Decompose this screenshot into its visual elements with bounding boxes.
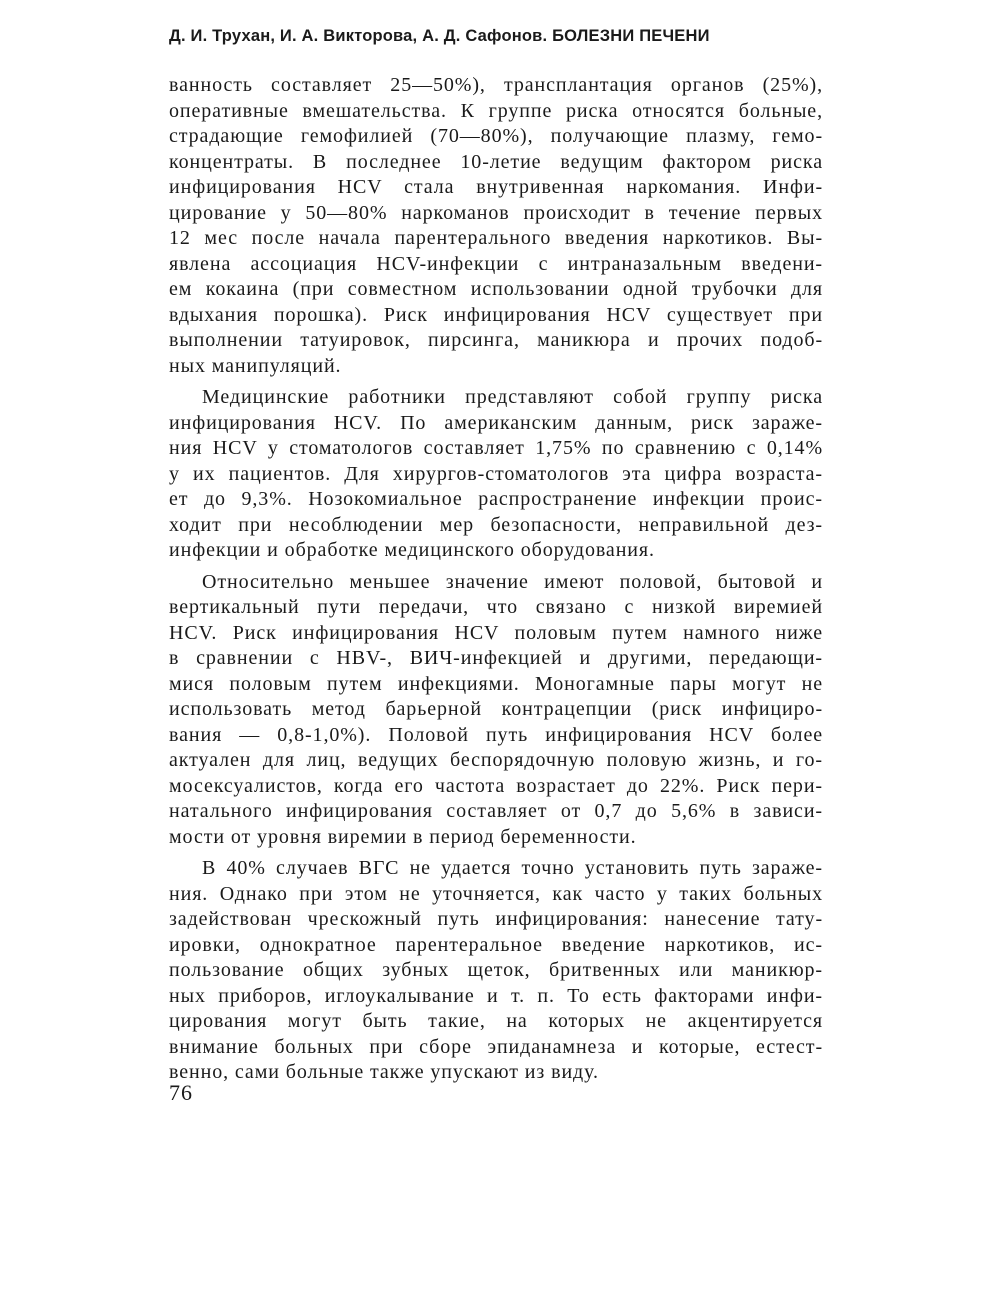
text-line: оперативные вмешательства. К группе риска относятся больные, — [169, 99, 823, 122]
text-line: явлена ассоциация HCV-инфекции с интраназальным введени- — [169, 252, 823, 275]
text-line: цирования могут быть такие, на которых не акцентируется — [169, 1010, 823, 1032]
text-line: инфицирования HCV стала внутривенная наркомания. Инфи- — [169, 176, 823, 198]
text-line: мосексуалистов, когда его частота возрастает до 22%. Риск пери- — [169, 774, 823, 797]
text-line: ния HCV у стоматологов составляет 1,75% по сравнению с 0,14% — [169, 437, 823, 459]
text-line: концентраты. В последнее 10-летие ведущим фактором риска — [169, 150, 823, 173]
text-line: у их пациентов. Для хирургов-стоматологов эта цифра возраста- — [169, 462, 823, 485]
text-line: ных манипуляций. — [169, 354, 342, 377]
text-line: вертикальный пути передачи, что связано с низкой виремией — [169, 596, 823, 618]
text-line: внимание больных при сборе эпиданамнеза и которые, естест- — [169, 1035, 823, 1058]
text-line: инфекции и обработке медицинского оборудования. — [169, 539, 655, 561]
text-line: мости от уровня виремии в период беременности. — [169, 825, 637, 848]
text-line: пользование общих зубных щеток, бритвенных или маникюр- — [169, 959, 823, 981]
text-line: ных приборов, иглоукалывание и т. п. То есть факторами инфи- — [169, 984, 823, 1007]
page-number: 76 — [169, 1080, 193, 1105]
paragraph — [169, 73, 823, 379]
text-line: 12 мес после начала парентерального введения наркотиков. Вы- — [169, 227, 823, 249]
text-line: Относительно меньшее значение имеют половой, бытовой и — [202, 570, 823, 593]
paragraph — [169, 856, 823, 1086]
text-line: страдающие гемофилией (70—80%), получающие плазму, гемо- — [169, 125, 823, 147]
text-line: В 40% случаев ВГС не удается точно установить путь зараже- — [202, 857, 823, 879]
text-line: вдыхания порошка). Риск инфицирования HCV существует при — [169, 303, 823, 326]
text-line: натального инфицирования составляет от 0,7 до 5,6% в зависи- — [169, 800, 823, 822]
text-line: ванность составляет 25—50%), трансплантация органов (25%), — [169, 74, 823, 96]
text-line: ировки, однократное парентеральное введение наркотиков, ис- — [169, 933, 823, 956]
text-line: венно, сами больные также упускают из виду. — [169, 1061, 599, 1083]
text-line: ем кокаина (при совместном использовании одной трубочки для — [169, 278, 823, 300]
text-line: мися половым путем инфекциями. Моногамные пары могут не — [169, 672, 823, 695]
text-line: использовать метод барьерной контрацепции (риск инфициро- — [169, 698, 823, 720]
text-line: в сравнении с HBV-, ВИЧ-инфекцией и другими, передающи- — [169, 647, 823, 669]
text-line: HCV. Риск инфицирования HCV половым путем намного ниже — [169, 621, 823, 644]
text-line: ходит при несоблюдении мер безопасности, неправильной дез- — [169, 513, 823, 536]
body-text — [169, 73, 823, 1086]
text-line: актуален для лиц, ведущих беспорядочную половую жизнь, и го- — [169, 749, 823, 771]
paragraph — [169, 385, 823, 564]
running-header: Д. И. Трухан, И. А. Викторова, А. Д. Сафонов. БОЛЕЗНИ ПЕЧЕНИ — [169, 27, 710, 45]
text-line: инфицирования HCV. По американским данным, риск зараже- — [169, 411, 823, 434]
text-line: вания — 0,8-1,0%). Половой путь инфицирования HCV более — [169, 723, 823, 746]
text-line: ет до 9,3%. Нозокомиальное распространение инфекции проис- — [169, 488, 823, 510]
text-line: ния. Однако при этом не уточняется, как часто у таких больных — [169, 882, 823, 905]
text-line: выполнении татуировок, пирсинга, маникюра и прочих подоб- — [169, 329, 823, 351]
text-line: задействован чрескожный путь инфицирования: нанесение тату- — [169, 908, 823, 930]
text-line: цирование у 50—80% наркоманов происходит в течение первых — [169, 201, 823, 224]
paragraph — [169, 570, 823, 851]
text-line: Медицинские работники представляют собой группу риска — [202, 386, 823, 408]
